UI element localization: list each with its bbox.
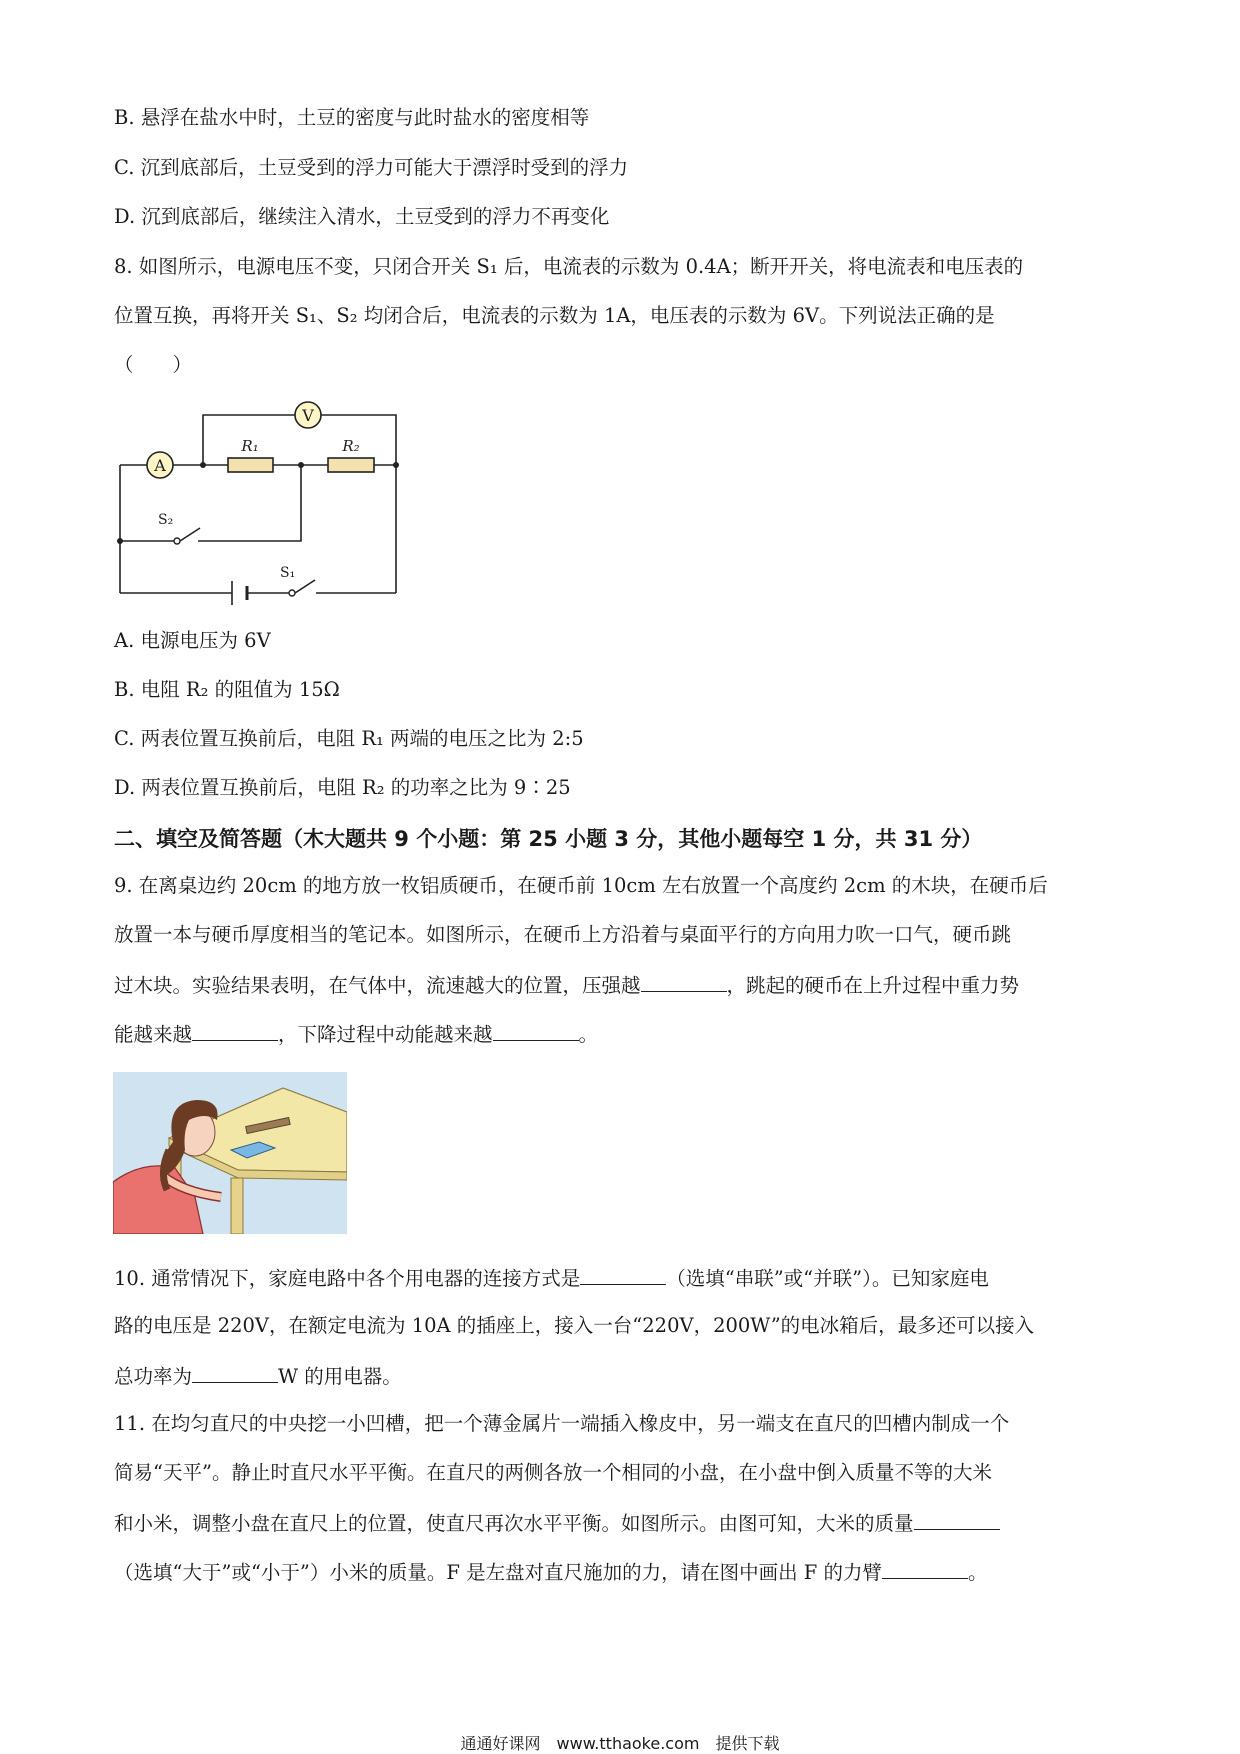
q8-answer-parens: （ ） <box>114 353 193 376</box>
junction-dot <box>393 462 399 468</box>
resistor-r1 <box>228 458 273 472</box>
q11-text-segment: 。 <box>968 1561 988 1584</box>
q9-text-segment: 过木块。实验结果表明，在气体中，流速越大的位置，压强越 <box>114 974 641 997</box>
junction-dot <box>298 462 304 468</box>
q10-stem-line1 <box>114 1264 989 1292</box>
q9-text-segment: 。 <box>578 1023 599 1046</box>
s2-label: S₂ <box>158 512 174 528</box>
q11-text-segment: （选填“大于”或“小于”）小米的质量。F 是左盘对直尺施加的力，请在图中画出 F 的力臂 <box>114 1561 883 1584</box>
q8-stem-line2: 位置互换，再将开关 S₁、S₂ 均闭合后，电流表的示数为 1A，电压表的示数为 6V。下列说法正确的是 <box>114 304 995 327</box>
q7-option-d: D. 沉到底部后，继续注入清水，土豆受到的浮力不再变化 <box>114 205 610 228</box>
q10-text-segment: W 的用电器。 <box>278 1365 402 1388</box>
switch-s1-contact <box>289 590 295 596</box>
ammeter-label: A <box>154 456 166 475</box>
junction-dot <box>200 462 206 468</box>
q10-blank-1[interactable] <box>580 1264 666 1285</box>
q9-text-segment: ，下降过程中动能越来越 <box>278 1023 493 1046</box>
q7-option-b: B. 悬浮在盐水中时，土豆的密度与此时盐水的密度相等 <box>114 106 590 129</box>
q8-option-a: A. 电源电压为 6V <box>114 629 271 652</box>
q8-stem-line1: 8. 如图所示，电源电压不变，只闭合开关 S₁ 后，电流表的示数为 0.4A；断开开关，将电流表和电压表的 <box>114 255 1024 278</box>
resistor-r2 <box>328 458 374 472</box>
q9-text-segment: 能越来越 <box>114 1023 193 1046</box>
q9-stem-line1: 9. 在离桌边约 20cm 的地方放一枚铝质硬币，在硬币前 10cm 左右放置一个高度约 2cm 的木块，在硬币后 <box>114 874 1048 897</box>
q9-blank-1[interactable] <box>641 971 727 992</box>
q10-stem-line3 <box>114 1362 402 1390</box>
q11-blank-2[interactable] <box>882 1558 968 1579</box>
q9-stem-line3 <box>114 971 1019 999</box>
q9-text-segment: ，跳起的硬币在上升过程中重力势 <box>726 974 1020 997</box>
q9-stem-line2: 放置一本与硬币厚度相当的笔记本。如图所示，在硬币上方沿着与桌面平行的方向用力吹一口气，硬币跳 <box>114 923 1012 946</box>
s1-label: S₁ <box>280 565 296 581</box>
q8-option-d: D. 两表位置互换前后，电阻 R₂ 的功率之比为 9∶25 <box>114 776 571 799</box>
r2-label: R₂ <box>342 437 360 455</box>
q10-text-segment: 10. 通常情况下，家庭电路中各个用电器的连接方式是 <box>114 1267 581 1290</box>
q10-blank-2[interactable] <box>192 1362 278 1383</box>
girl-blowing-coin-illustration <box>113 1072 347 1234</box>
switch-s2-contact <box>174 538 180 544</box>
q11-stem-line2: 简易“天平”。静止时直尺水平平衡。在直尺的两侧各放一个相同的小盘，在小盘中倒入质量不等的大米 <box>114 1461 992 1484</box>
q9-stem-line4 <box>114 1020 598 1048</box>
q11-blank-1[interactable] <box>914 1509 1000 1530</box>
q9-blank-2[interactable] <box>192 1020 278 1041</box>
q11-stem-line1: 11. 在均匀直尺的中央挖一小凹槽，把一个薄金属片一端插入橡皮中，另一端支在直尺的凹槽内制成一个 <box>114 1412 1010 1435</box>
q11-text-segment: 和小米，调整小盘在直尺上的位置，使直尺再次水平平衡。如图所示。由图可知，大米的质量 <box>114 1512 914 1535</box>
q11-stem-line4 <box>114 1558 988 1586</box>
page-footer: 通通好课网 www.tthaoke.com 提供下载 <box>460 1734 780 1753</box>
q11-stem-line3 <box>114 1509 1000 1537</box>
q8-option-c: C. 两表位置互换前后，电阻 R₁ 两端的电压之比为 2:5 <box>114 727 584 750</box>
circuit-diagram <box>110 395 410 610</box>
r1-label: R₁ <box>241 437 259 455</box>
q10-text-segment: （选填“串联”或“并联”）。已知家庭电 <box>666 1267 989 1290</box>
section-2-heading: 二、填空及简答题（木大题共 9 个小题：第 25 小题 3 分，其他小题每空 1 分，共 31 分） <box>114 827 983 851</box>
q7-option-c: C. 沉到底部后，土豆受到的浮力可能大于漂浮时受到的浮力 <box>114 156 629 179</box>
q10-text-segment: 总功率为 <box>114 1365 193 1388</box>
q10-stem-line2: 路的电压是 220V，在额定电流为 10A 的插座上，接入一台“220V，200W”的电冰箱后，最多还可以接入 <box>114 1314 1035 1337</box>
junction-dot <box>117 538 123 544</box>
q9-blank-3[interactable] <box>493 1020 579 1041</box>
q8-option-b: B. 电阻 R₂ 的阻值为 15Ω <box>114 678 340 701</box>
voltmeter-label: V <box>302 406 314 425</box>
